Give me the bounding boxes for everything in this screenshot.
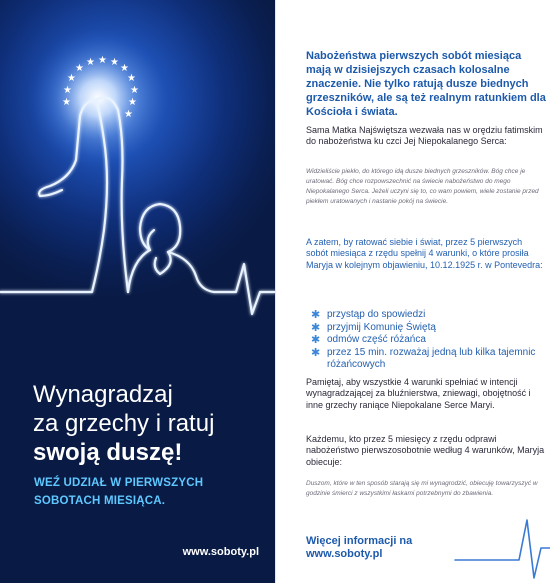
asterisk-bullet-icon: ✱ xyxy=(311,334,321,346)
more-info-label: Więcej informacji na xyxy=(306,535,413,547)
lead-paragraph: Nabożeństwa pierwszych sobót miesiąca mają w dzisiejszych czasach kolosalne znaczenie. Nie tylko ratują dusze biednych grzeszników, ale są też realnym ratunkiem dla Kościoła i świata. xyxy=(306,50,546,118)
star-icon: ★ xyxy=(63,85,72,96)
cta-line: WEŹ UDZIAŁ W PIERWSZYCH xyxy=(34,477,204,489)
panel-divider xyxy=(275,0,276,583)
star-icon: ★ xyxy=(127,73,136,84)
star-icon: ★ xyxy=(120,63,129,74)
cta-line: SOBOTACH MIESIĄCA. xyxy=(34,495,166,507)
intro-paragraph: Sama Matka Najświętsza wezwała nas w orędziu fatimskim do nabożeństwa ku czci Jej Niepokalanego Serca: xyxy=(306,125,543,147)
headline-emphasis: swoją duszę! xyxy=(33,439,183,466)
condition-text: przystąp do spowiedzi xyxy=(327,309,426,320)
call-to-action xyxy=(34,474,264,510)
fatima-quote: Widzieliście piekło, do którego idą dusze biednych grzeszników. Bóg chce je uratować. Bóg chce rozpowszechnić na świecie nabożeństwo do mego Niepokalanego Serca. Jeżeli uczyni się to, co wam powiem, wiele zostanie przed piekłem uratowanych i nastanie pokój na świecie. xyxy=(306,168,539,205)
headline-line: za grzechy i ratuj xyxy=(33,410,215,437)
list-item xyxy=(311,309,541,322)
asterisk-bullet-icon: ✱ xyxy=(311,309,321,321)
list-item xyxy=(311,322,541,335)
headline xyxy=(33,380,268,467)
star-icon: ★ xyxy=(86,57,95,68)
asterisk-bullet-icon: ✱ xyxy=(311,346,321,359)
star-icon: ★ xyxy=(124,109,133,120)
star-icon: ★ xyxy=(128,97,137,108)
condition-text: odmów część różańca xyxy=(327,334,426,345)
headline-line: Wynagradzaj xyxy=(33,381,173,408)
list-item xyxy=(311,334,541,347)
star-icon: ★ xyxy=(110,57,119,68)
conditions-list xyxy=(311,309,541,372)
promise-intro: Każdemu, kto przez 5 miesięcy z rzędu odprawi nabożeństwo pierwszosobotnie według 4 warunków, Maryja obiecuje: xyxy=(306,434,545,467)
website-link[interactable]: www.soboty.pl xyxy=(182,546,259,558)
penitent-figure xyxy=(128,204,275,314)
reminder-paragraph: Pamiętaj, aby wszystkie 4 warunki spełniać w intencji wynagradzającej za bluźnierstwa, zniewagi, obojętność i inne grzechy raniące Niepokalane Serce Maryi. xyxy=(306,377,531,410)
star-icon: ★ xyxy=(130,85,139,96)
asterisk-bullet-icon: ✱ xyxy=(311,321,321,334)
condition-text: przyjmij Komunię Świętą xyxy=(327,321,436,333)
star-icon: ★ xyxy=(67,73,76,84)
condition-text: przez 15 min. rozważaj jedną lub kilka tajemnic różańcowych xyxy=(327,346,536,370)
penitent-arm xyxy=(148,230,171,274)
right-panel xyxy=(275,0,550,583)
more-info xyxy=(306,535,412,561)
call-paragraph: A zatem, by ratować siebie i świat, przez 5 pierwszych sobót miesiąca z rzędu spełnij 4 warunki, o które prosiła Maryja w kolejnym objawieniu, 10.12.1925 r. w Pontevedra: xyxy=(306,237,543,270)
star-icon: ★ xyxy=(75,63,84,74)
promise-quote: Duszom, które w ten sposób starają się mi wynagrodzić, obiecuję towarzyszyć w godzinie śmierci z wszystkimi łaskami potrzebnymi do zbawienia. xyxy=(306,480,538,497)
more-info-link[interactable]: www.soboty.pl xyxy=(306,548,383,560)
star-icon: ★ xyxy=(62,97,71,108)
list-item xyxy=(311,347,541,372)
star-icon: ★ xyxy=(98,55,107,66)
